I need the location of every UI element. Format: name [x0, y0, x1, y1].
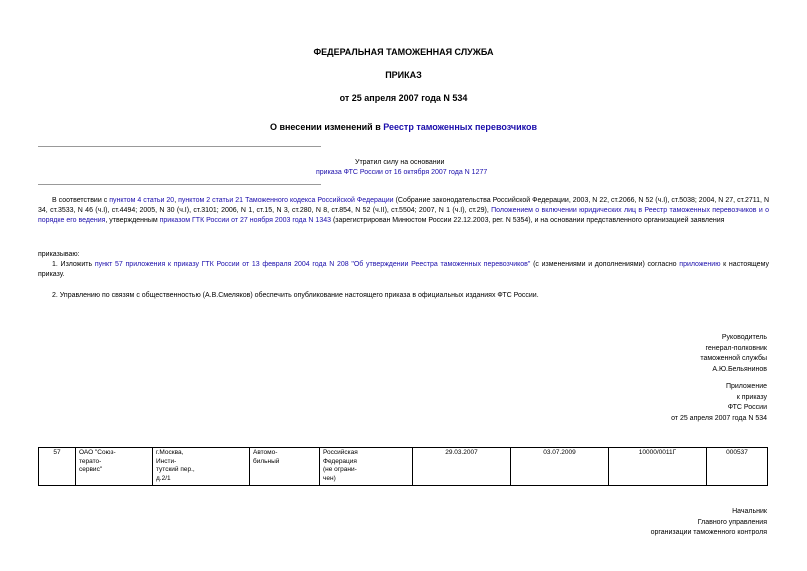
preamble-text-2: , [174, 197, 179, 204]
link-article-21-customs-code[interactable]: пунктом 2 статьи 21 Таможенного кодекса Российской Федерации [178, 197, 394, 204]
cell-line: (не ограни- [323, 466, 357, 474]
appendix-line-3: ФТС России [727, 404, 767, 411]
title-prefix: О внесении изменений в [269, 122, 384, 132]
table-row [39, 448, 768, 486]
cell-line: г.Москва, [156, 449, 184, 456]
document-type: ПРИКАЗ [385, 70, 422, 80]
appendix-date: от 25 апреля 2007 года N 534 [671, 414, 767, 422]
document-title [0, 122, 807, 132]
footer-position: Начальник [732, 508, 767, 515]
cell-line: Российская [323, 449, 358, 456]
cell-number: 57 [39, 448, 76, 486]
link-appendix[interactable]: приложению [679, 261, 721, 268]
cell-line: д.2/1 [156, 474, 171, 482]
appendix-block [671, 382, 767, 424]
agency-name: ФЕДЕРАЛЬНАЯ ТАМОЖЕННАЯ СЛУЖБА [313, 47, 494, 57]
signature-name: А.Ю.Бельянинов [712, 365, 767, 373]
cell-line: Федерация [323, 457, 357, 465]
document-date-number: от 25 апреля 2007 года N 534 [339, 93, 468, 103]
cell-date-end: 03.07.2009 [511, 448, 609, 486]
cell-line: ОАО "Союз- [79, 449, 116, 456]
status-link-repeal-order[interactable]: приказа ФТС России от 16 октября 2007 года N 1277 [316, 169, 488, 176]
link-article-20[interactable]: пунктом 4 статьи 20 [109, 197, 175, 204]
signature-block [700, 333, 767, 375]
appendix-line-2: к приказу [736, 393, 767, 401]
cell-line: чен) [323, 474, 336, 482]
signature-service: таможенной службы [700, 355, 767, 362]
appendix-title: Приложение [725, 383, 767, 390]
cell-company-name [76, 448, 153, 486]
cell-line: терато- [79, 457, 102, 465]
divider-top [38, 146, 321, 147]
preamble-text-1: В соответствии с [52, 197, 110, 204]
order-word: приказываю: [38, 251, 80, 258]
order-item-2: 2. Управлению по связям с общественностью (А.В.Смеляков) обеспечить опубликование настоящего приказа в официальных изданиях ФТС России. [52, 292, 539, 299]
preamble-text-4: , утвержденным [105, 217, 160, 224]
cell-line: сервис" [79, 466, 103, 474]
footer-department-name: организации таможенного контроля [650, 529, 767, 536]
item1-text-3: к настоящему приказу. [38, 261, 769, 278]
cell-region [320, 448, 413, 486]
registry-table [38, 447, 768, 486]
cell-date-start: 29.03.2007 [413, 448, 511, 486]
signature-rank: генерал-полковник [705, 344, 767, 352]
link-item-57-order-208[interactable]: пункт 57 приложения к приказу ГТК России от 13 февраля 2004 года N 208 "Об утверждении Реестра таможенных перевозчиков" [94, 261, 531, 268]
link-regulation[interactable]: Положением о включении юридических лиц в Реестр таможенных перевозчиков и о порядке его ведения [38, 207, 769, 224]
cell-reg-number: 10000/0011Г [609, 448, 707, 486]
order-item-1 [38, 260, 769, 280]
preamble-text-3: (Собрание законодательства Российской Федерации, 2003, N 22, ст.2066, N 52 (ч.I), ст.5038; 2004, N 27, ст.2711, N 34, ст.3533, N 46 (ч.I), ст.4494; 2005, N 30 (ч.I), ст.3101; 2006, N 1, ст.15, N 3, ст.280, N 8, ст.854, N 52 (ч.II), ст.5504; 2007, N 1 (ч.I), ст.29), [38, 197, 770, 214]
link-order-1343[interactable]: приказом ГТК России от 27 ноября 2003 года N 1343 [159, 217, 332, 224]
cell-line: тутский пер., [156, 466, 195, 474]
cell-line: бильный [253, 457, 280, 465]
cell-line: Автомо- [253, 449, 278, 456]
cell-address [153, 448, 250, 486]
preamble-text-5: (зарегистрирован Минюстом России 22.12.2003, рег. N 5354), и на основании представленного организацией заявления [331, 217, 725, 224]
cell-line: Инсти- [156, 457, 177, 465]
item1-text-1: 1. Изложить [52, 261, 95, 268]
footer-signature-block [651, 507, 767, 539]
status-line: Утратил силу на основании [355, 159, 445, 166]
preamble-paragraph [38, 196, 769, 226]
divider-bottom [38, 184, 321, 185]
cell-transport-type [250, 448, 320, 486]
signature-position: Руководитель [721, 334, 767, 341]
cell-code: 000537 [707, 448, 768, 486]
title-link-registry[interactable]: Реестр таможенных перевозчиков [383, 122, 538, 132]
item1-text-2: (с изменениями и дополнениями) согласно [530, 261, 680, 268]
footer-department: Главного управления [697, 518, 767, 526]
